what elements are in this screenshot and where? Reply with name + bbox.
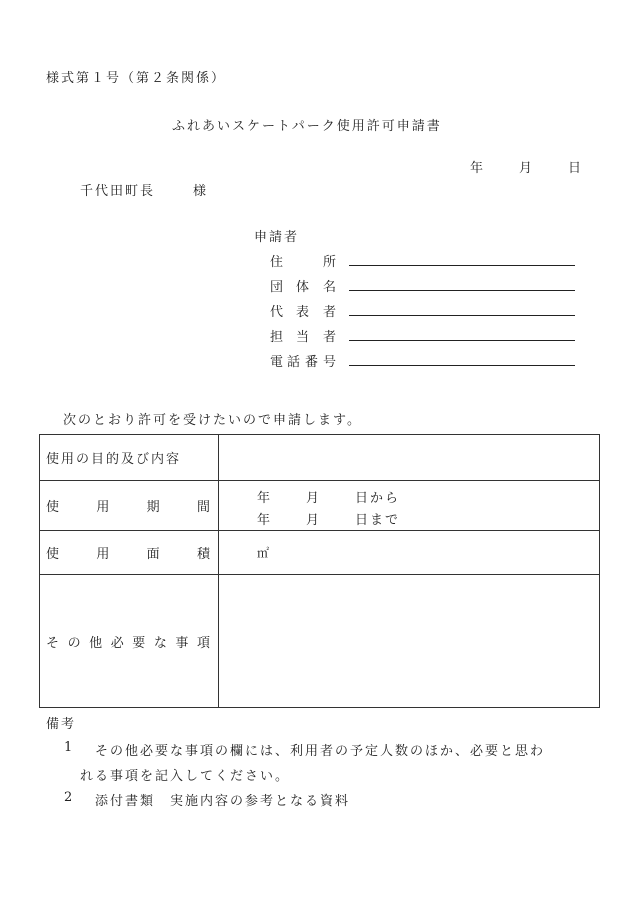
- period-from-year: 年: [257, 490, 271, 506]
- label-char: 当: [296, 330, 310, 345]
- label-char: 者: [323, 330, 337, 345]
- label-char: 名: [323, 280, 337, 295]
- period-from-line: [219, 484, 599, 506]
- purpose-label-cell: [40, 435, 219, 481]
- label-char: 用: [96, 547, 110, 562]
- area-label-cell: [40, 531, 219, 575]
- organization-label: [270, 276, 337, 295]
- purpose-row: [40, 435, 600, 481]
- contact-person-label: [270, 326, 337, 345]
- label-char: 表: [296, 305, 310, 320]
- other-label-cell: [40, 575, 219, 708]
- representative-field[interactable]: [349, 315, 575, 316]
- period-row: [40, 481, 600, 531]
- label-char: 番: [305, 355, 319, 370]
- phone-label: [270, 351, 337, 370]
- other-input-cell[interactable]: [219, 575, 600, 708]
- date-month-label: 月: [519, 161, 533, 176]
- area-unit: ㎡: [257, 546, 270, 560]
- form-number: 様式第１号（第２条関係）: [46, 71, 227, 86]
- period-from-day: 日から: [355, 490, 401, 506]
- period-to-year: 年: [257, 512, 271, 528]
- label-char: 用: [96, 500, 110, 515]
- label-char: 号: [323, 355, 337, 370]
- label-char: 事: [175, 635, 189, 651]
- note-text: 添付書類 実施内容の参考となる資料: [95, 794, 351, 809]
- period-label: [46, 496, 218, 515]
- period-from-month: 月: [306, 490, 320, 506]
- phone-field[interactable]: [349, 365, 575, 366]
- period-to-month: 月: [306, 512, 320, 528]
- period-label-cell: [40, 481, 219, 531]
- label-char: 必: [110, 635, 124, 651]
- page-title: ふれあいスケートパーク使用許可申請書: [172, 119, 442, 134]
- label-char: 体: [296, 280, 310, 295]
- label-char: 担: [270, 330, 284, 345]
- notes-heading: 備考: [46, 717, 77, 732]
- label-char: 面: [146, 547, 160, 562]
- label-char: 話: [287, 355, 301, 370]
- addressee-name: 千代田町長: [80, 184, 156, 199]
- applicant-heading: 申請者: [254, 230, 300, 245]
- label-char: そ: [46, 635, 60, 651]
- label-char: 使: [46, 500, 60, 515]
- date-day-label: 日: [568, 161, 582, 176]
- area-row: [40, 531, 600, 575]
- application-table: [39, 434, 600, 708]
- label-char: 電: [270, 355, 284, 370]
- label-char: 期: [146, 500, 160, 515]
- period-input-cell[interactable]: [219, 481, 600, 531]
- purpose-label: 使用の目的及び内容: [46, 452, 182, 467]
- other-label: [46, 632, 218, 651]
- period-to-day: 日まで: [355, 512, 401, 528]
- contact-person-field[interactable]: [349, 340, 575, 341]
- area-label: [46, 543, 218, 562]
- label-char: 積: [196, 547, 210, 562]
- address-label: [270, 251, 337, 270]
- label-char: 使: [46, 547, 60, 562]
- area-input-cell[interactable]: [219, 531, 600, 575]
- label-char: 項: [196, 635, 210, 651]
- label-char: 所: [323, 255, 337, 270]
- label-char: 他: [89, 635, 103, 651]
- label-char: 間: [196, 500, 210, 515]
- label-char: 住: [270, 255, 284, 270]
- label-char: な: [153, 635, 167, 651]
- period-to-line: [219, 506, 599, 528]
- other-row: [40, 575, 600, 708]
- representative-label: [270, 301, 337, 320]
- addressee-honorific: 様: [193, 184, 207, 199]
- note-text: れる事項を記入してください。: [80, 769, 291, 784]
- organization-field[interactable]: [349, 290, 575, 291]
- label-char: 団: [270, 280, 284, 295]
- date-year-label: 年: [470, 161, 484, 176]
- label-char: 要: [132, 635, 146, 651]
- address-field[interactable]: [349, 265, 575, 266]
- request-sentence: 次のとおり許可を受けたいので申請します。: [63, 413, 362, 428]
- note-number: 2: [64, 790, 73, 805]
- label-char: 者: [323, 305, 337, 320]
- label-char: の: [67, 635, 81, 651]
- note-number: 1: [64, 740, 73, 755]
- note-text: その他必要な事項の欄には、利用者の予定人数のほか、必要と思わ: [95, 744, 546, 759]
- purpose-input-cell[interactable]: [219, 435, 600, 481]
- label-char: 代: [270, 305, 284, 320]
